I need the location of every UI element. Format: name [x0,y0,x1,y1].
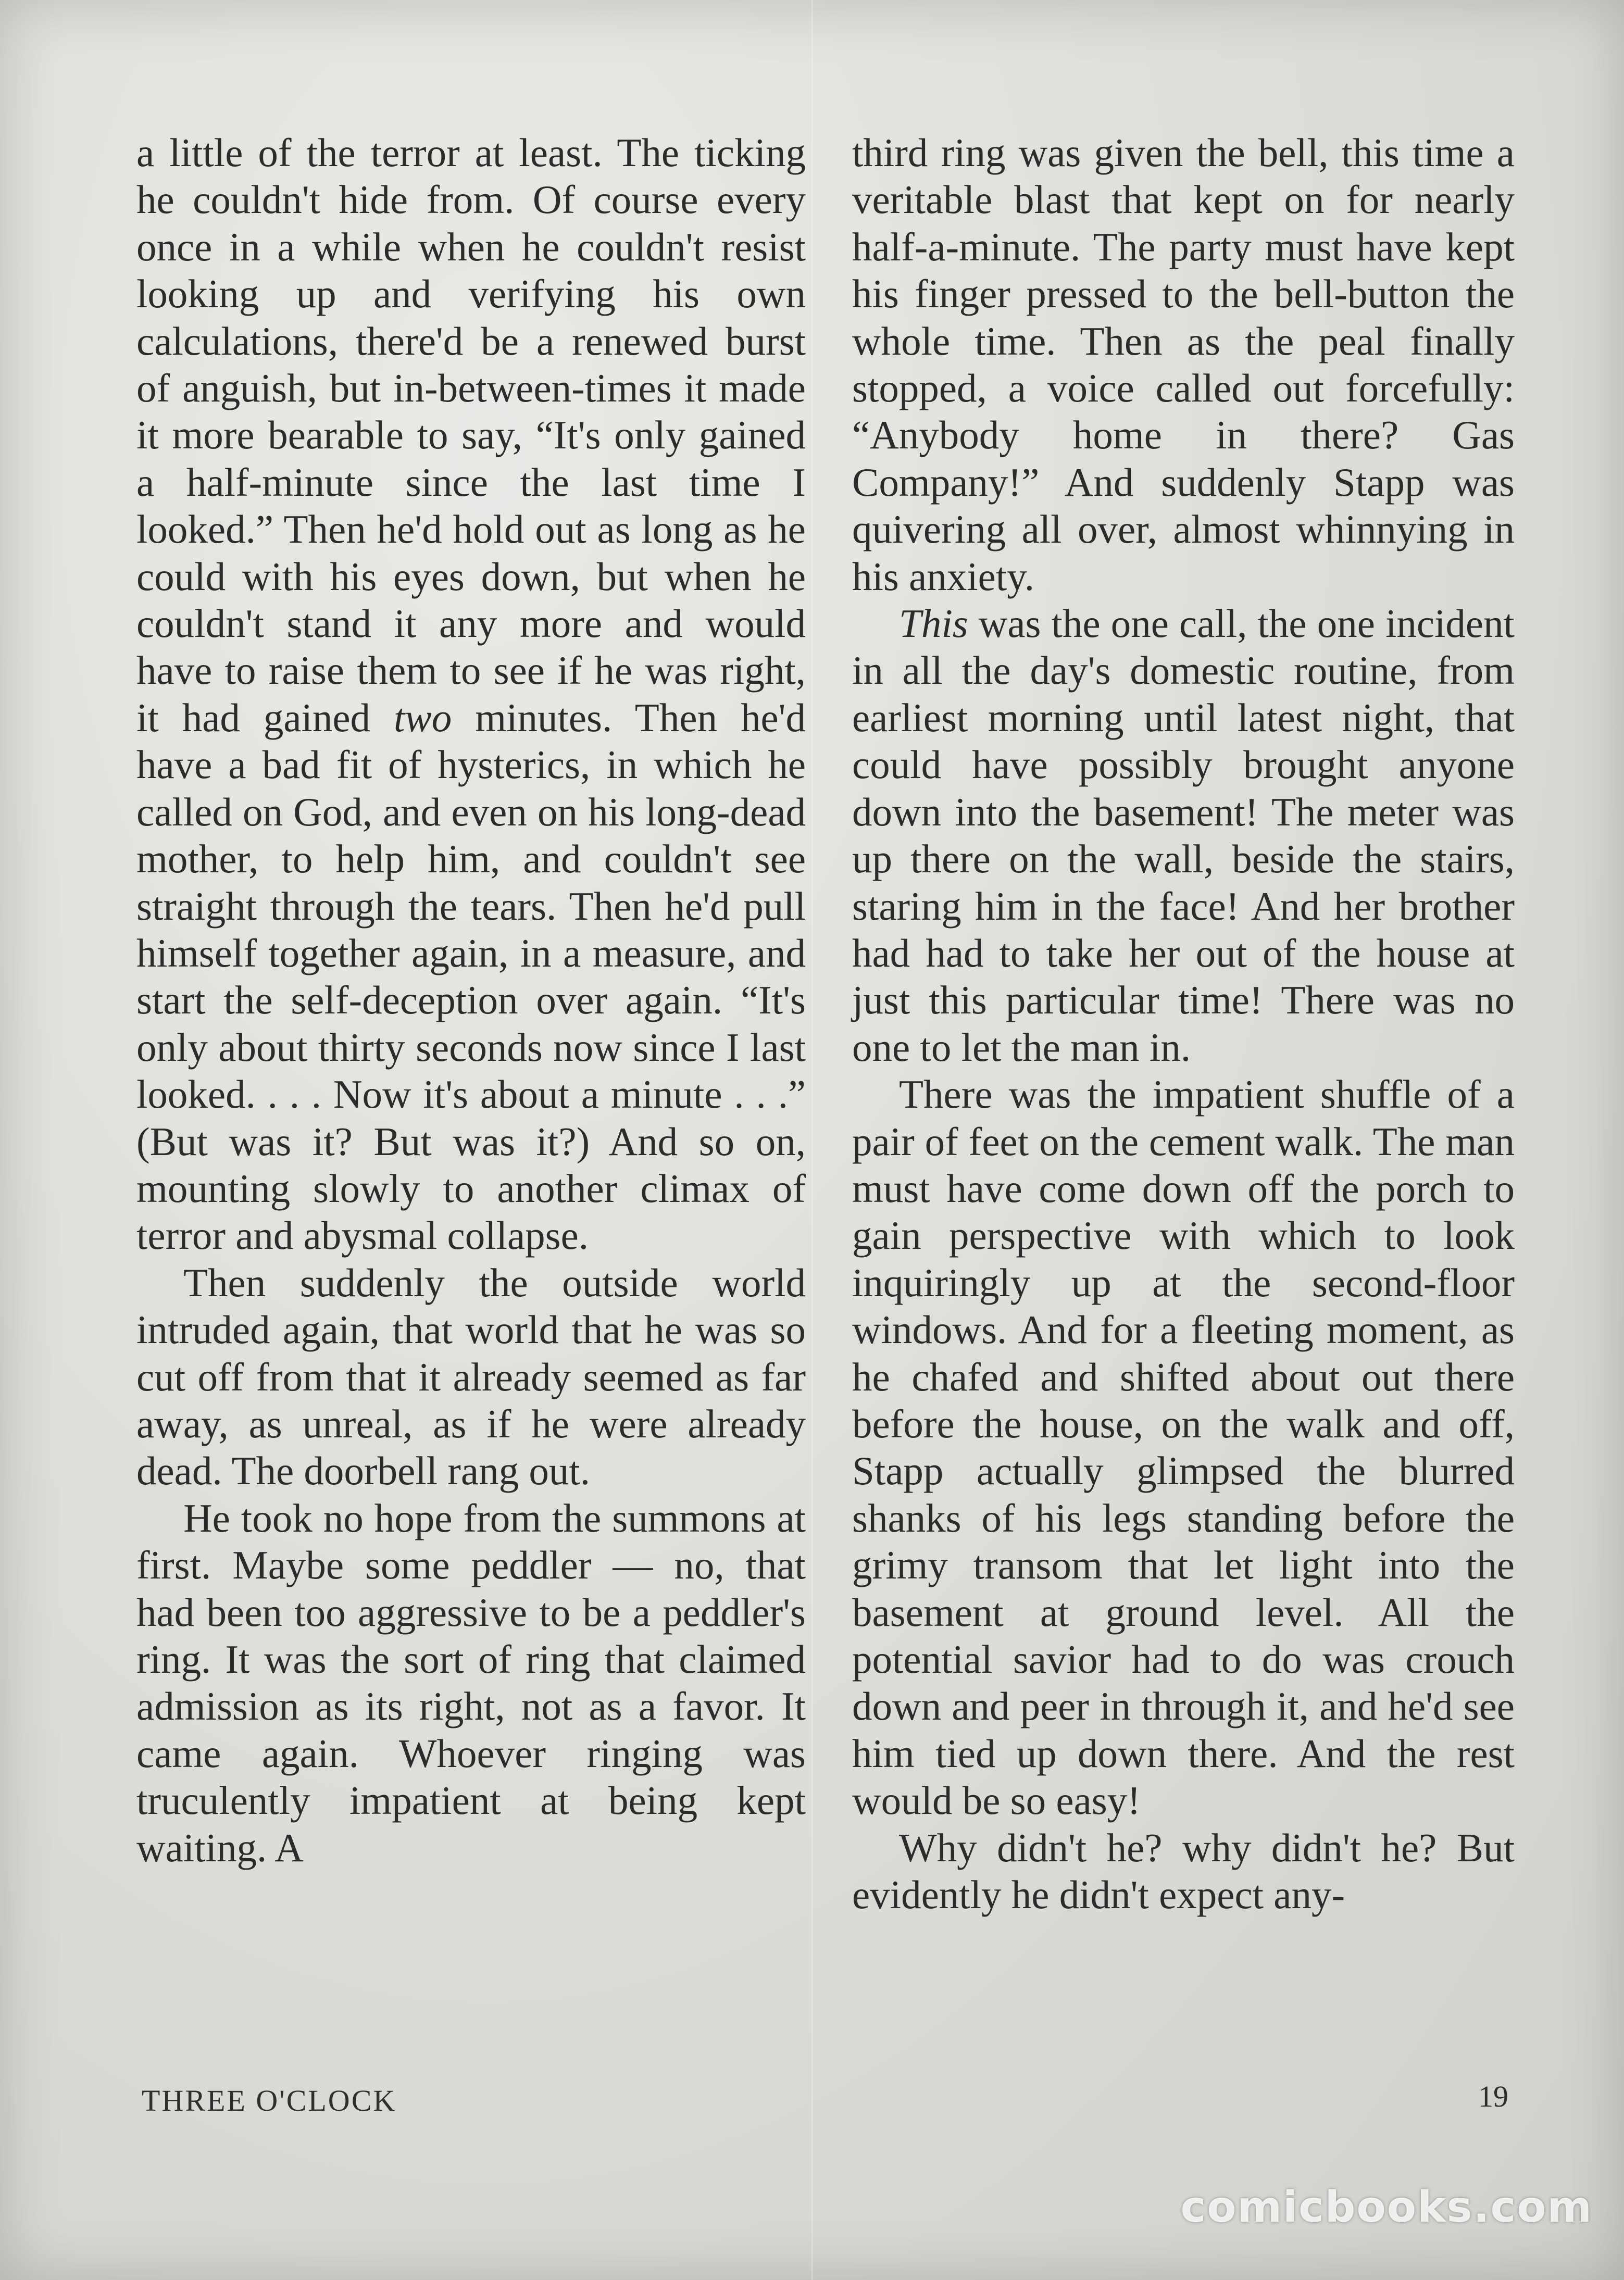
right-paragraph-2 [852,600,1515,1071]
page-number: 19 [1478,2079,1508,2113]
site-watermark: comicbooks.com [1180,2183,1593,2232]
right-p2-text: was the one call, the one incident in all the day's domestic routine, from earliest morning until latest night, that could have possibly brought anyone down into the basement! The meter was up there on the wall, beside the stairs, staring him in the face! And her brother had had to take her out of the house at just this particular time! There was no one to let the man in. [852,601,1515,1070]
left-paragraph-2: Then suddenly the outside world intruded again, that world that he was so cut off from that it already seemed as far away, as unreal, as if he were already dead. The doorbell rang out. [136,1260,806,1494]
running-title: THREE O'CLOCK [142,2084,397,2118]
left-p1-emphasis: two [394,695,452,740]
left-paragraph-3: He took no hope from the summons at first. Maybe some peddler — no, that had been too aggressive to be a peddler's ring. It was the sort of ring that claimed admission as its right, not as a favor. It came again. Whoever ringing was truculently impatient at being kept waiting. A [136,1495,806,1870]
left-p1-text: a little of the terror at least. The ticking he couldn't hide from. Of course every once in a while when he couldn't resist looking up and verifying his own calculations, there'd be a renewed burst of anguish, but in-between-times it made it more bearable to say, “It's only gained a half-minute since the last time I looked.” Then he'd hold out as long as he could with his eyes down, but when he couldn't stand it any more and would have to raise them to see if he was right, it had gained [136,130,806,740]
right-paragraph-3: There was the impatient shuffle of a pair of feet on the cement walk. The man must have come down off the porch to gain perspective with which to look inquiringly up at the second-floor windows. And for a fleeting moment, as he chafed and shifted about out there before the house, on the walk and off, Stapp actually glimpsed the blurred shanks of his legs standing before the grimy transom that let light into the basement at ground level. All the potential savior had to do was crouch down and peer in through it, and he'd see him tied up down there. And the rest would be so easy! [852,1072,1515,1823]
right-p2-emphasis: This [899,601,968,646]
left-paragraph-1 [136,129,806,1259]
left-p1-tail: minutes. Then he'd have a bad fit of hysterics, in which he called on God, and even on his long-dead mother, to help him, and couldn't see straight through the tears. Then he'd pull himself together again, in a measure, and start the self-deception over again. “It's only about thirty seconds now since I last looked. . . . Now it's about a minute . . .” (But was it? But was it?) And so on, mounting slowly to another climax of terror and abysmal collapse. [136,695,806,1258]
right-paragraph-1: third ring was given the bell, this time a veritable blast that kept on for nearly half-a-minute. The party must have kept his finger pressed to the bell-button the whole time. Then as the peal finally stopped, a voice called out forcefully: “Anybody home in there? Gas Company!” And suddenly Stapp was quivering all over, almost whinnying in his anxiety. [852,130,1515,599]
left-text-column [136,129,806,1871]
right-paragraph-4: Why didn't he? why didn't he? But evidently he didn't expect any- [852,1825,1515,1918]
page-fold-crease [811,0,813,2280]
right-text-column [852,129,1515,1918]
